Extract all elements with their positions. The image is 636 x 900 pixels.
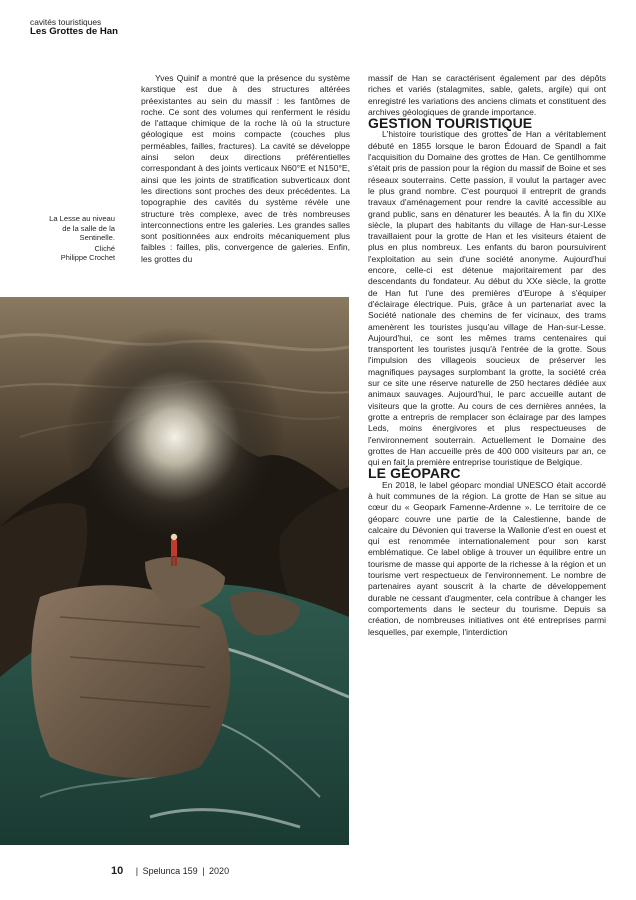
heading-le-geoparc: LE GÉOPARC — [368, 465, 461, 482]
paragraph-gestion-touristique: L'histoire touristique des grottes de Han a véritablement débuté en 1855 lorsque le baron Édouard de Spandl a fait l'acquisition du Domaine des grottes de Han. Ce gentilhomme s'était pris de passion pour la région du massif de Boine et ses réseaux souterrains. Cette passion, il voulut la partager avec le plus grand nombre. C'est pourquoi il entreprit de grands travaux d'aménagement pour rendre la cavité accessible au grand public, sans en dénaturer les beautés. À la fin du XIXe siècle, la plupart des habitants du village de Han-sur-Lesse travaillaient pour la grotte de Han et les visiteurs étaient de plus en plus nombreux. Les enfants du baron poursuivirent l'exploitation au sein d'une société anonyme. Aujourd'hui encore, celle-ci est détenue majoritairement par des descendants du fondateur. Au début du XXe siècle, la grotte de Han fut l'une des premières d'Europe à s'équiper d'éclairage électrique. Puis, grâce à un partenariat avec la Société nationale des chemins de fer vicinaux, des trams amenèrent les touristes jusqu'au village de Han-sur-Lesse. Aujourd'hui, ce sont les mêmes trams centenaires qui transportent les touristes jusqu'à l'entrée de la grotte. Sous l'impulsion des villageois soucieux de préserver les magnifiques paysages surplombant la grotte, la société créa sur ce site une réserve naturelle de 250 hectares dédiée aux animaux sauvages. Aujourd'hui, le parc accueille autant de visiteurs que la grotte. Au cours de ces dernières années, la grotte a entrepris de remplacer son éclairage par des lampes Leds, moins énergivores et plus respectueuses de l'environnement souterrain. Actuellement le Domaine des grottes de Han accueille près de 400 000 visiteurs par an, ce qui en fait la première entreprise touristique de Belgique. — [368, 129, 606, 468]
running-head-section: cavités touristiques — [30, 17, 102, 27]
caption-text: La Lesse au niveau de la salle de la Sentinelle. — [49, 214, 115, 243]
journal-year: 2020 — [209, 866, 230, 876]
caption-credit-label: Cliché — [94, 243, 115, 253]
footer-separator: | — [135, 866, 139, 876]
page-footer — [111, 865, 229, 877]
paragraph-deposits: massif de Han se caractérisent également par des dépôts riches et variés (stalagmites, sable, galets, argile) qui ont enregistré les variations des anciens climats et constituent des archives géologiques de grande importance. — [368, 73, 606, 117]
body-column-right — [368, 73, 606, 863]
caption-credit-name: Philippe Crochet — [60, 253, 115, 263]
heading-gestion-touristique: GESTION TOURISTIQUE — [368, 115, 533, 132]
running-head-title: Les Grottes de Han — [30, 26, 118, 37]
paragraph-geoparc: En 2018, le label géoparc mondial UNESCO était accordé à huit communes de la région. La grotte de Han se situe au cœur du « Geopark Famenne-Ardenne ». Le territoire de ce géoparc couvre une partie de la Calestienne, bande de calcaire du Dévonien qui traverse la Wallonie d'est en ouest et qui est renommée internationalement pour son karst emblématique. Ce label oblige à trouver un équilibre entre un tourisme de masse qui apporte de la richesse à la région et un tourisme vert respectueux de l'environnement. Le nombre de partenaires ayant souscrit à la charte de développement durable ne cessant d'augmenter, cela contribue à changer les comportements dans le secteur du tourisme. Depuis sa création, de nombreuses initiatives ont été entreprises parmi lesquelles, par exemple, l'interdiction — [368, 479, 606, 637]
photo-caption — [40, 214, 115, 263]
journal-name: Spelunca 159 — [142, 866, 198, 876]
cave-photo — [0, 297, 349, 845]
footer-separator-2: | — [202, 866, 205, 876]
paragraph-karst-structure: Yves Quinif a montré que la présence du système karstique est due à des structures altérées préexistantes au sein du massif : les fantômes de roche. Ce sont des volumes qui renferment le résidu de l'attaque chimique de la roche là où la structure géologique est moins compacte (couches plus perméables, failles, fractures). La cavité se développe ainsi selon deux directions préférentielles correspondant à des joints verticaux N60°E et N150°E, ainsi que les joints de stratification subverticaux dont les directions sont proches des deux précédentes. La topographie des cavités du système révèle une structure très complexe, avec de très nombreuses interconnections entre les galeries. Les grandes salles sont positionnées aux endroits mécaniquement plus faibles : failles, plis, convergence de galeries. Enfin, les grottes du — [141, 73, 350, 264]
page-number: 10 — [111, 865, 124, 877]
running-head — [30, 17, 118, 37]
body-column-left — [141, 73, 350, 288]
